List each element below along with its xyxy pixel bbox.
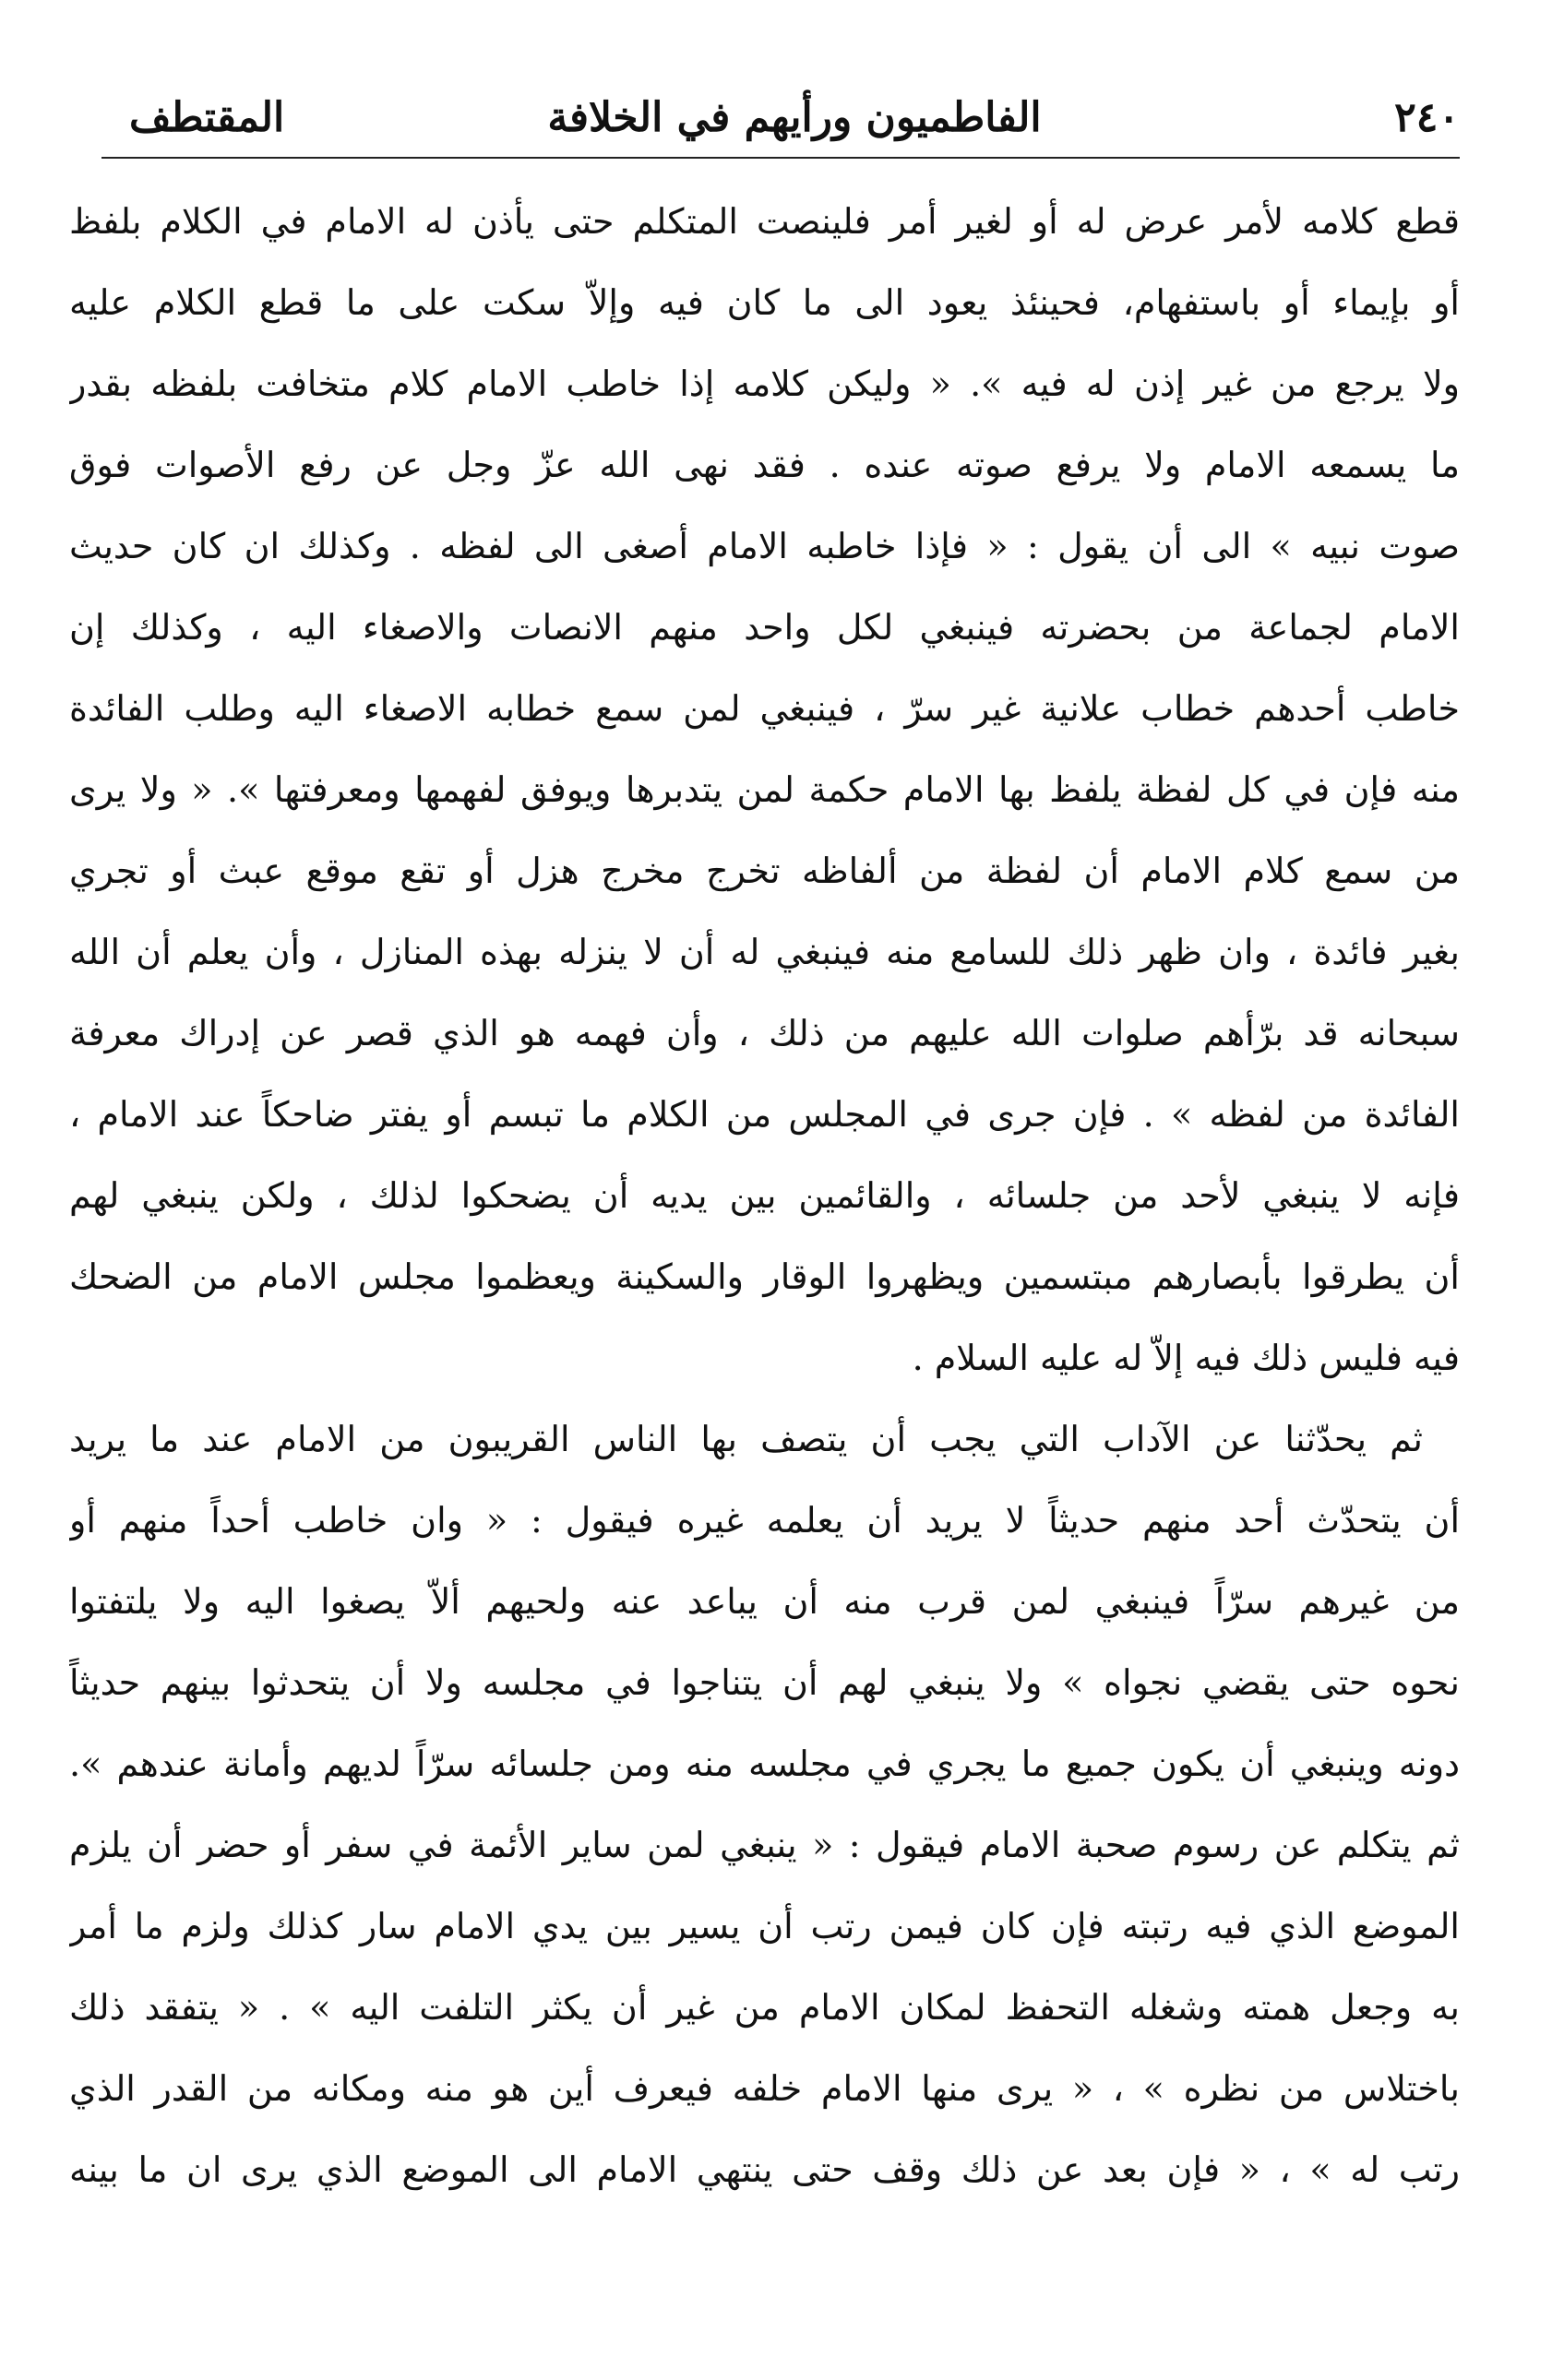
page-header bbox=[129, 81, 1460, 155]
page-number: ٢٤٠ bbox=[1394, 94, 1460, 141]
text-line: أو بإيماء أو باستفهام، فحينئذ يعود الى ما كان فيه وإلاّ سكت على ما قطع الكلام عليه bbox=[69, 282, 1460, 323]
text-line: الامام لجماعة من بحضرته فينبغي لكل واحد منهم الانصات والاصغاء اليه ، وكذلك إن bbox=[69, 607, 1460, 648]
text-line: فيه فليس ذلك فيه إلاّ له عليه السلام . bbox=[912, 1338, 1460, 1378]
text-line: أن يتحدّث أحد منهم حديثاً لا يريد أن يعلمه غيره فيقول : « وان خاطب أحداً منهم أو bbox=[69, 1500, 1460, 1541]
text-line: بغير فائدة ، وان ظهر ذلك للسامع منه فينبغي له أن لا ينزله بهذه المنازل ، وأن يعلم أن الله bbox=[69, 932, 1460, 972]
text-line: الموضع الذي فيه رتبته فإن كان فيمن رتب أن يسير بين يدي الامام سار كذلك ولزم ما أمر bbox=[69, 1906, 1460, 1946]
text-line: من غيرهم سرّاً فينبغي لمن قرب منه أن يباعد عنه ولحيهم ألاّ يصغوا اليه ولا يلتفتوا bbox=[69, 1581, 1460, 1622]
text-line: قطع كلامه لأمر عرض له أو لغير أمر فلينصت المتكلم حتى يأذن له الامام في الكلام بلفظ bbox=[69, 201, 1460, 242]
text-line: دونه وينبغي أن يكون جميع ما يجري في مجلسه منه ومن جلسائه سرّاً لديهم وأمانة عندهم ». bbox=[69, 1743, 1460, 1784]
text-line: نحوه حتى يقضي نجواه » ولا ينبغي لهم أن يتناجوا في مجلسه ولا أن يتحدثوا بينهم حديثاً bbox=[69, 1662, 1460, 1703]
running-title: الفاطميون ورأيهم في الخلافة bbox=[547, 94, 1042, 141]
paragraph-start-line: ثم يتكلم عن رسوم صحبة الامام فيقول : « ينبغي لمن ساير الأئمة في سفر أو حضر أن يلزم bbox=[69, 1825, 1460, 1865]
body-text bbox=[69, 181, 1460, 2367]
text-line: أن يطرقوا بأبصارهم مبتسمين ويظهروا الوقار والسكينة ويعظموا مجلس الامام من الضحك bbox=[69, 1256, 1460, 1297]
header-rule bbox=[101, 157, 1460, 159]
text-line: فإنه لا ينبغي لأحد من جلسائه ، والقائمين بين يديه أن يضحكوا لذلك ، ولكن ينبغي لهم bbox=[69, 1175, 1460, 1216]
text-line: الفائدة من لفظه » . فإن جرى في المجلس من الكلام ما تبسم أو يفتر ضاحكاً عند الامام ، bbox=[69, 1094, 1460, 1135]
text-line: منه فإن في كل لفظة يلفظ بها الامام حكمة لمن يتدبرها ويوفق لفهمها ومعرفتها ». « ولا يرى bbox=[69, 769, 1460, 810]
text-line: رتب له » ، « فإن بعد عن ذلك وقف حتى ينتهي الامام الى الموضع الذي يرى ان ما بينه bbox=[69, 2149, 1460, 2190]
journal-name: المقتطف bbox=[129, 94, 285, 141]
text-line: ولا يرجع من غير إذن له فيه ». « وليكن كلامه إذا خاطب الامام كلام متخافت بلفظه بقدر bbox=[69, 363, 1460, 404]
text-line: به وجعل همته وشغله التحفظ لمكان الامام من غير أن يكثر التلفت اليه » . « يتفقد ذلك bbox=[69, 1987, 1460, 2028]
text-line: خاطب أحدهم خطاب علانية غير سرّ ، فينبغي لمن سمع خطابه الاصغاء اليه وطلب الفائدة bbox=[69, 688, 1460, 729]
text-line: سبحانه قد برّأهم صلوات الله عليهم من ذلك ، وأن فهمه هو الذي قصر عن إدراك معرفة bbox=[69, 1013, 1460, 1053]
paragraph-start-line: ثم يحدّثنا عن الآداب التي يجب أن يتصف بها الناس القريبون من الامام عند ما يريد bbox=[69, 1419, 1423, 1459]
text-line: باختلاس من نظره » ، « يرى منها الامام خلفه فيعرف أين هو منه ومكانه من القدر الذي bbox=[69, 2068, 1460, 2109]
text-line: صوت نبيه » الى أن يقول : « فإذا خاطبه الامام أصغى الى لفظه . وكذلك ان كان حديث bbox=[69, 526, 1460, 566]
text-line: ما يسمعه الامام ولا يرفع صوته عنده . فقد نهى الله عزّ وجل عن رفع الأصوات فوق bbox=[69, 445, 1460, 485]
text-line: من سمع كلام الامام أن لفظة من ألفاظه تخرج مخرج هزل أو تقع موقع عبث أو تجري bbox=[69, 851, 1460, 891]
